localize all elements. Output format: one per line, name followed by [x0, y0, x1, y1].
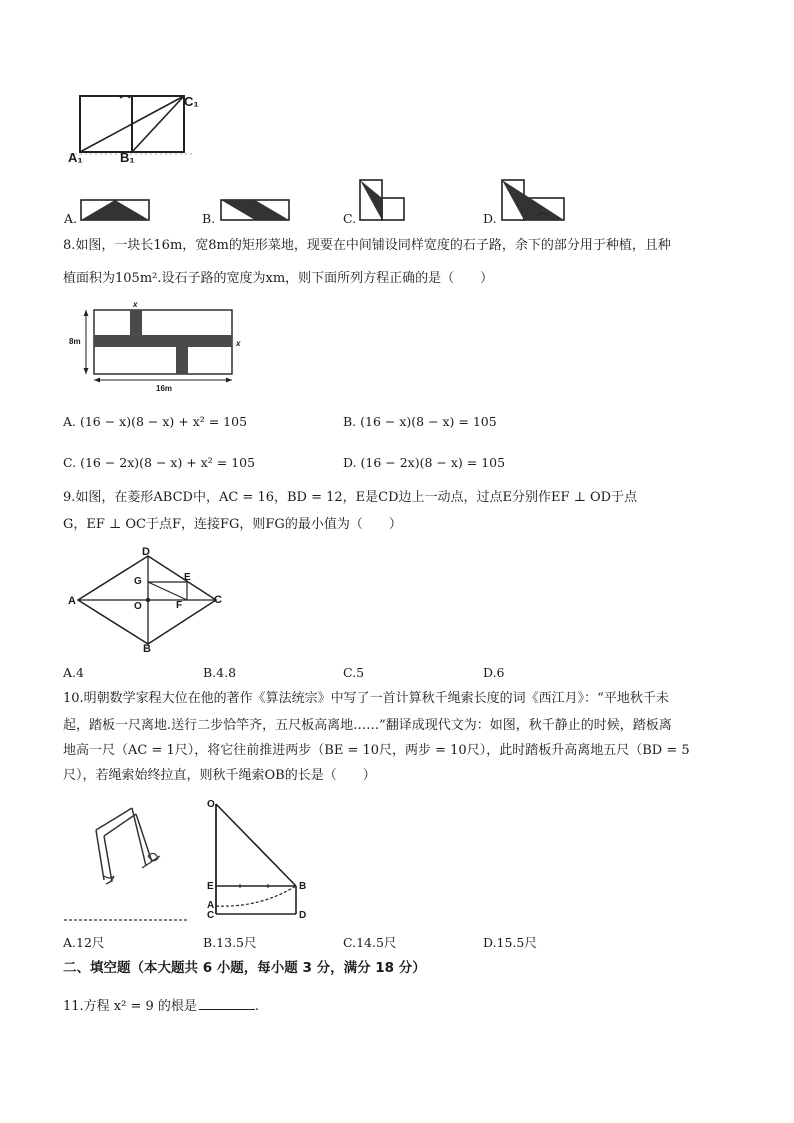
q7-option-d-label: D.: [483, 211, 497, 226]
q7-option-c-label: C.: [343, 211, 357, 226]
q8-label-x-right: x: [236, 339, 241, 348]
q8-option-d: D. (16 − 2x)(8 − x) = 105: [343, 455, 506, 470]
q8-option-c: C. (16 − 2x)(8 − x) + x² = 105: [63, 455, 256, 470]
q9-stem-line2: G，EF ⊥ OC于点F，连接FG，则FG的最小值为（ ）: [63, 517, 402, 532]
q10-swing-illustration: [62, 796, 198, 926]
q9-stem-line1: 9.如图，在菱形ABCD中，AC = 16，BD = 12，E是CD边上一动点，过点E分别作EF ⊥ OD于点: [63, 490, 638, 505]
q10-option-b: B.13.5尺: [203, 935, 257, 950]
section2-heading: 二、填空题（本大题共 6 小题，每小题 3 分，满分 18 分）: [63, 960, 426, 976]
q10-label-e: E: [207, 881, 214, 892]
q9-option-d: D.6: [483, 665, 505, 680]
q8-option-b: B. (16 − x)(8 − x) = 105: [343, 414, 497, 429]
q9-option-b: B.4.8: [203, 665, 237, 680]
q7-option-a-figure: [78, 196, 152, 224]
q10-stem-line3: 地高一尺（AC = 1尺），将它往前推进两步（BE = 10尺，两步 = 10尺），此时踏板升高离地五尺（BD = 5: [63, 743, 690, 758]
q10-label-d: D: [299, 910, 307, 921]
q8-label-width: 16m: [156, 384, 173, 393]
q7-label-a1: A₁: [68, 150, 83, 165]
q11-stem-suffix: .: [254, 999, 260, 1014]
q10-label-a: A: [207, 900, 215, 911]
q8-label-x-top: x: [133, 300, 138, 309]
q8-garden-figure: [64, 302, 252, 384]
q7-option-b-figure: [218, 196, 292, 224]
q9-option-c: C.5: [343, 665, 365, 680]
q9-option-a: A.4: [63, 665, 84, 680]
q9-rhombus-figure: [62, 544, 232, 656]
q9-label-o: O: [134, 601, 142, 612]
q10-label-b: B: [299, 881, 307, 892]
q9-label-d: D: [142, 546, 150, 558]
q10-stem-line2: 起，踏板一尺离地.送行二步恰竿齐，五尺板高离地……”翻译成现代文为：如图，秋千静止的时候，踏板离: [63, 718, 672, 733]
q10-option-a: A.12尺: [63, 935, 105, 950]
q9-label-c: C: [214, 594, 222, 606]
q10-geometry-figure: [200, 796, 310, 922]
q9-label-b: B: [143, 643, 151, 655]
q9-label-g: G: [134, 576, 142, 587]
q10-label-c: C: [207, 910, 215, 921]
q7-option-d-figure: [498, 176, 570, 224]
q9-label-a: A: [68, 595, 76, 607]
q7-label-c1: C₁: [184, 94, 199, 109]
q8-stem-line1: 8.如图，一块长16m，宽8m的矩形菜地，现要在中间铺设同样宽度的石子路，余下的部分用于种植，且种: [63, 238, 671, 253]
q10-label-o: O: [207, 799, 215, 810]
q11-answer-blank[interactable]: [199, 997, 255, 1010]
q10-stem-line1: 10.明朝数学家程大位在他的著作《算法统宗》中写了一首计算秋千绳索长度的词《西江月》：“平地秋千未: [63, 691, 669, 706]
q9-label-f: F: [176, 600, 183, 611]
q10-option-c: C.14.5尺: [343, 935, 397, 950]
q9-label-e: E: [184, 572, 191, 583]
q8-stem-line2: 植面积为105m².设石子路的宽度为xm，则下面所列方程正确的是（ ）: [63, 271, 494, 286]
q7-option-a-label: A.: [64, 211, 78, 226]
q8-option-a: A. (16 − x)(8 − x) + x² = 105: [63, 414, 248, 429]
q11-stem-text: 11.方程 x² = 9 的根是: [63, 999, 197, 1014]
q10-option-d: D.15.5尺: [483, 935, 537, 950]
q7-option-c-figure: [356, 176, 408, 224]
q10-stem-line4: 尺），若绳索始终拉直，则秋千绳索OB的长是（ ）: [63, 768, 376, 783]
q8-label-height: 8m: [69, 337, 81, 346]
q11-stem: [63, 997, 259, 1013]
q7-label-b1: B₁: [120, 150, 135, 165]
q7-option-b-label: B.: [202, 211, 216, 226]
